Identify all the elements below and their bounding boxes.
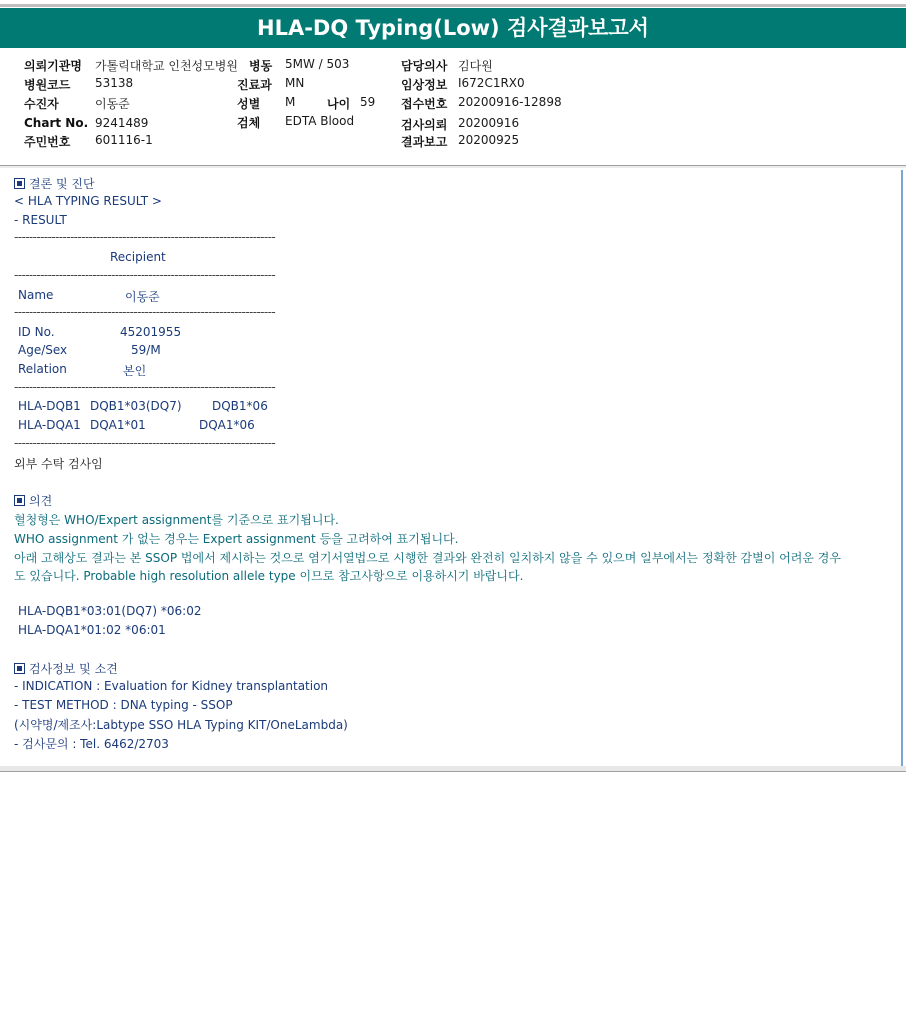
- name-value: 이동준: [125, 290, 160, 304]
- chart-no-label: Chart No.: [24, 116, 89, 130]
- separator-line: ----------------------------------------------------------------------: [14, 380, 276, 394]
- section-conclusion-title: 결론 및 진단: [29, 177, 95, 191]
- institution-value: 가톨릭대학교 인천성모병원: [95, 59, 238, 73]
- section-opinion-heading: [14, 492, 52, 509]
- opinion-line-2: WHO assignment 가 없는 경우는 Expert assignment 등을 고려하여 표기됩니다.: [14, 532, 459, 546]
- report-date-label: 결과보고: [401, 135, 448, 149]
- dqb1-label: HLA-DQB1: [18, 399, 81, 413]
- resident-no-value: 601116-1: [95, 133, 153, 147]
- external-note: 외부 수탁 검사임: [14, 457, 103, 471]
- clinical-info-value: I672C1RX0: [458, 76, 525, 90]
- hospital-code-value: 53138: [95, 76, 134, 90]
- opinion-line-1: 혈청형은 WHO/Expert assignment를 기준으로 표기됩니다.: [14, 513, 339, 527]
- high-res-dqb1: HLA-DQB1*03:01(DQ7) *06:02: [18, 604, 202, 618]
- report-date-value: 20200925: [458, 133, 520, 147]
- test-method-line: - TEST METHOD : DNA typing - SSOP: [14, 698, 233, 712]
- separator-line: ----------------------------------------------------------------------: [14, 305, 276, 319]
- age-value: 59: [360, 95, 376, 109]
- dqb1-allele-1: DQB1*03(DQ7): [90, 399, 182, 413]
- receipt-no-label: 접수번호: [401, 97, 448, 111]
- section-testinfo-heading: [14, 660, 118, 677]
- separator-line: ----------------------------------------------------------------------: [14, 436, 276, 450]
- department-label: 진료과: [237, 78, 272, 92]
- dqa1-label: HLA-DQA1: [18, 418, 81, 432]
- section-conclusion-heading: [14, 175, 95, 192]
- specimen-label: 검체: [237, 116, 261, 130]
- checkbox-square-icon: [14, 178, 25, 189]
- result-header: < HLA TYPING RESULT >: [14, 194, 162, 208]
- panel-scroll-edge: [901, 170, 903, 766]
- department-value: MN: [285, 76, 305, 90]
- section-testinfo-title: 검사정보 및 소견: [29, 662, 118, 676]
- reagent-kit-line: (시약명/제조사:Labtype SSO HLA Typing KIT/OneLambda): [14, 718, 348, 732]
- panel-bottom-border: [0, 766, 906, 772]
- separator-line: ----------------------------------------------------------------------: [14, 268, 276, 282]
- section-opinion-title: 의견: [29, 494, 53, 508]
- agesex-value: 59/M: [131, 343, 161, 357]
- ward-value: 5MW / 503: [285, 57, 350, 71]
- patient-value: 이동준: [95, 97, 130, 111]
- clinical-info-label: 임상정보: [401, 78, 448, 92]
- chart-no-value: 9241489: [95, 116, 149, 130]
- relation-label: Relation: [18, 362, 67, 376]
- checkbox-square-icon: [14, 495, 25, 506]
- id-label: ID No.: [18, 325, 55, 339]
- dqb1-allele-2: DQB1*06: [212, 399, 268, 413]
- sex-value: M: [285, 95, 296, 109]
- opinion-line-4: 도 있습니다. Probable high resolution allele type 이므로 참고사항으로 이용하시기 바랍니다.: [14, 569, 524, 583]
- request-date-value: 20200916: [458, 116, 520, 130]
- dqa1-allele-1: DQA1*01: [90, 418, 146, 432]
- resident-no-label: 주민번호: [24, 135, 71, 149]
- result-sub: - RESULT: [14, 213, 67, 227]
- doctor-label: 담당의사: [401, 59, 448, 73]
- doctor-value: 김다원: [458, 59, 493, 73]
- patient-label: 수진자: [24, 97, 59, 111]
- recipient-label: Recipient: [110, 250, 166, 264]
- specimen-value: EDTA Blood: [285, 114, 355, 128]
- agesex-label: Age/Sex: [18, 343, 68, 357]
- sex-label: 성별: [237, 97, 261, 111]
- id-value: 45201955: [120, 325, 182, 339]
- dqa1-allele-2: DQA1*06: [199, 418, 255, 432]
- report-title: HLA-DQ Typing(Low) 검사결과보고서: [0, 8, 906, 48]
- high-res-dqa1: HLA-DQA1*01:02 *06:01: [18, 623, 166, 637]
- relation-value: 본인: [123, 364, 147, 378]
- ward-label: 병동: [249, 59, 273, 73]
- checkbox-square-icon: [14, 663, 25, 674]
- opinion-line-3: 아래 고해상도 결과는 본 SSOP 법에서 제시하는 것으로 염기서열법으로 시행한 결과와 완전히 일치하지 않을 수 있으며 일부에서는 정확한 감별이 어려운 경우: [14, 551, 841, 565]
- hospital-code-label: 병원코드: [24, 78, 71, 92]
- name-label: Name: [18, 288, 54, 302]
- contact-line: - 검사문의 : Tel. 6462/2703: [14, 737, 169, 751]
- indication-line: - INDICATION : Evaluation for Kidney transplantation: [14, 679, 329, 693]
- top-border: [0, 4, 906, 7]
- receipt-no-value: 20200916-12898: [458, 95, 562, 109]
- institution-label: 의뢰기관명: [24, 59, 82, 73]
- separator-line: ----------------------------------------------------------------------: [14, 230, 276, 244]
- request-date-label: 검사의뢰: [401, 118, 448, 132]
- age-label: 나이: [327, 97, 351, 111]
